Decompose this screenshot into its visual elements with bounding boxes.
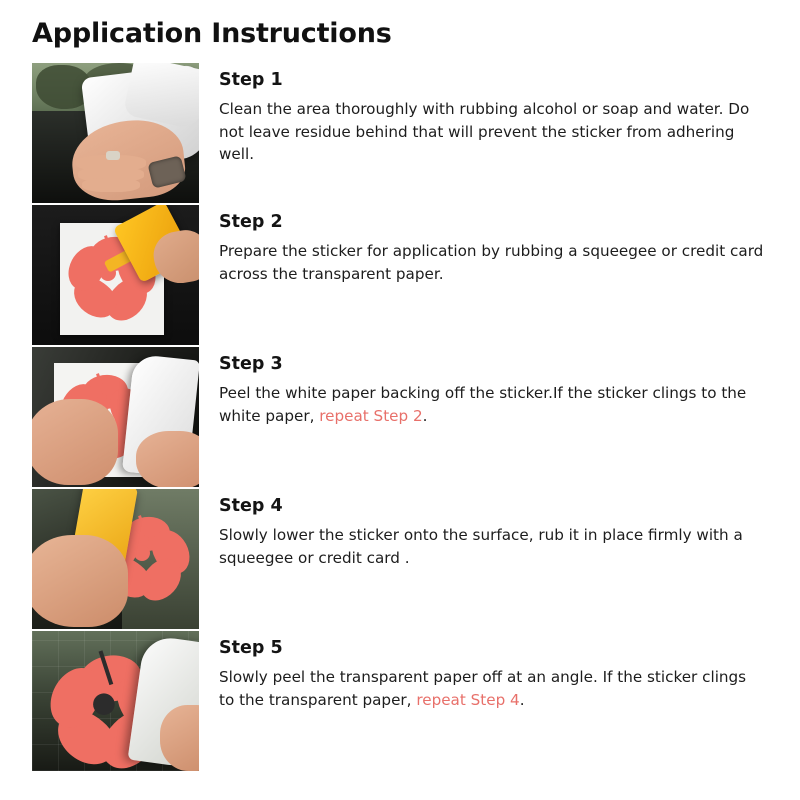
page-title: Application Instructions bbox=[32, 18, 392, 49]
step-body bbox=[219, 205, 764, 285]
photo-peeling-white-backing bbox=[32, 347, 199, 487]
step-text bbox=[219, 240, 764, 285]
flower-center bbox=[93, 693, 115, 715]
step-label: Step 5 bbox=[219, 638, 283, 658]
photo-squeegee-on-decal-sheet bbox=[32, 205, 199, 345]
step-text bbox=[219, 666, 764, 711]
photo-peeling-transparent-paper bbox=[32, 631, 199, 771]
step-text-main: Clean the area thoroughly with rubbing alcohol or soap and water. Do not leave residue behind that will prevent the sticker from adhering well. bbox=[219, 100, 750, 163]
step-body bbox=[219, 347, 764, 427]
step-text-accent: repeat Step 4 bbox=[416, 690, 520, 709]
step-text bbox=[219, 98, 764, 166]
step-text-tail: . bbox=[519, 690, 525, 709]
step-text-main: Peel the white paper backing off the sticker.If the sticker clings to the white paper, bbox=[219, 384, 747, 425]
ring-shape bbox=[106, 151, 120, 160]
photo-cloth-wiping-glass bbox=[32, 63, 199, 203]
steps-list bbox=[32, 63, 764, 773]
list-item bbox=[32, 631, 764, 773]
step-text bbox=[219, 524, 764, 569]
hand-shape bbox=[136, 431, 199, 487]
step-body bbox=[219, 489, 764, 569]
hand-shape bbox=[32, 535, 128, 627]
step-body bbox=[219, 63, 764, 166]
step-text-main: Prepare the sticker for application by rubbing a squeegee or credit card across the transparent paper. bbox=[219, 242, 764, 283]
finger-shape bbox=[82, 178, 140, 192]
list-item bbox=[32, 63, 764, 205]
step-body bbox=[219, 631, 764, 711]
step-text-tail: . bbox=[422, 406, 428, 425]
step-text-accent: repeat Step 2 bbox=[319, 406, 423, 425]
flower-center bbox=[134, 545, 150, 561]
hand-shape bbox=[32, 399, 118, 485]
list-item bbox=[32, 347, 764, 489]
step-label: Step 2 bbox=[219, 212, 283, 232]
step-text-main: Slowly peel the transparent paper off at an angle. If the sticker clings to the transparent paper, bbox=[219, 668, 747, 709]
step-label: Step 3 bbox=[219, 354, 283, 374]
step-label: Step 4 bbox=[219, 496, 283, 516]
step-label: Step 1 bbox=[219, 70, 283, 90]
list-item bbox=[32, 205, 764, 347]
list-item bbox=[32, 489, 764, 631]
step-text bbox=[219, 382, 764, 427]
photo-squeegee-flower-on-glass bbox=[32, 489, 199, 629]
step-text-main: Slowly lower the sticker onto the surface, rub it in place firmly with a squeegee or credit card . bbox=[219, 526, 743, 567]
